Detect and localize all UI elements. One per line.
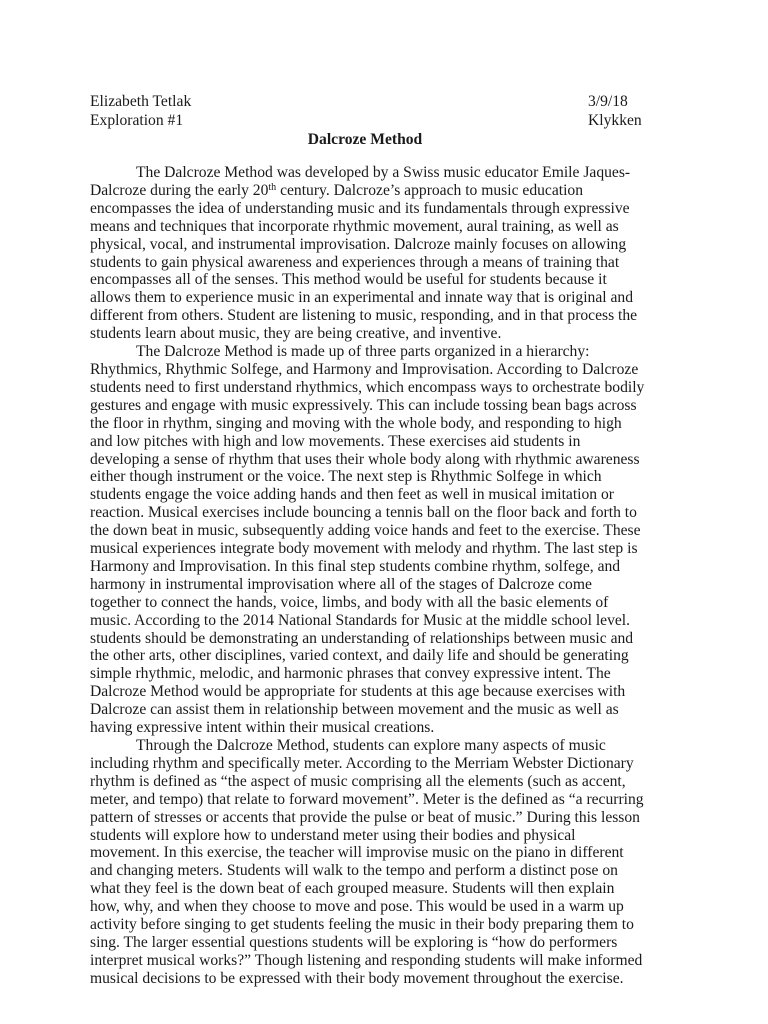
document-date: 3/9/18	[588, 93, 628, 110]
paragraph-3: Through the Dalcroze Method, students can explore many aspects of music including rhythm and specifically meter. According to the Merriam Webster Dictionary rhythm is defined as “the aspect of music comprising all the elements (such as accent, meter, and tempo) that relate to forward movement”. Meter is the defined as “a recurring pattern of stresses or accents that provide the pulse or beat of music.” During this lesson students will explore how to understand meter using their bodies and physical movement. In this exercise, the teacher will improvise music on the piano in different and changing meters. Students will walk to the tempo and perform a distinct pose on what they feel is the down beat of each grouped measure. Students will then explain how, why, and when they choose to move and pose. This would be used in a warm up activity before singing to get students feeling the music in their body preparing them to sing. The larger essential questions students will be exploring is “how do performers interpret musical works?” Though listening and responding students will make informed musical decisions to be expressed with their body movement throughout the exercise.	[90, 737, 644, 987]
author-name: Elizabeth Tetlak	[90, 93, 192, 110]
paragraph-1-text-a: The Dalcroze Method was developed by a Swiss music educator Emile Jaques-Dalcroze during the early 20	[90, 164, 631, 199]
paragraph-1-text-b: century. Dalcroze’s approach to music education encompasses the idea of understanding music and its fundamentals through expressive means and techniques that incorporate rhythmic movement, aural training, as well as physical, vocal, and instrumental improvisation. Dalcroze mainly focuses on allowing students to gain physical awareness and experiences through a means of training that encompasses all of the senses. This method would be useful for students because it allows them to experience music in an experimental and innate way that is original and different from others. Student are listening to music, responding, and in that process the students learn about music, they are being creative, and inventive.	[90, 181, 638, 343]
paragraph-2: The Dalcroze Method is made up of three parts organized in a hierarchy: Rhythmics, Rhythmic Solfege, and Harmony and Improvisation. According to Dalcroze students need to first understand rhythmics, which encompass ways to orchestrate bodily gestures and engage with music expressively. This can include tossing bean bags across the floor in rhythm, singing and moving with the whole body, and responding to high and low pitches with high and low movements. These exercises aid students in developing a sense of rhythm that uses their whole body along with rhythmic awareness either though instrument or the voice. The next step is Rhythmic Solfege in which students engage the voice adding hands and then feet as well in musical imitation or reaction. Musical exercises include bouncing a tennis ball on the floor back and forth to the down beat in music, subsequently adding voice hands and feet to the exercise. These musical experiences integrate body movement with melody and rhythm. The last step is Harmony and Improvisation. In this final step students combine rhythm, solfege, and harmony in instrumental improvisation where all of the stages of Dalcroze come together to connect the hands, voice, limbs, and body with all the basic elements of music. According to the 2014 National Standards for Music at the middle school level. students should be demonstrating an understanding of relationships between music and the other arts, other disciplines, varied context, and daily life and should be generating simple rhythmic, melodic, and harmonic phrases that convey expressive intent. The Dalcroze Method would be appropriate for students at this age because exercises with Dalcroze can assist them in relationship between movement and the music as well as having expressive intent within their musical creations.	[90, 343, 645, 737]
document-body	[90, 164, 646, 988]
paragraph-1	[90, 164, 646, 343]
instructor-name: Klykken	[588, 111, 642, 129]
document-header	[90, 93, 640, 150]
assignment-label: Exploration #1	[90, 111, 184, 129]
ordinal-superscript: th	[268, 181, 277, 193]
document-title: Dalcroze Method	[307, 131, 423, 148]
header-row-2	[90, 112, 640, 131]
header-row-1	[90, 93, 640, 112]
